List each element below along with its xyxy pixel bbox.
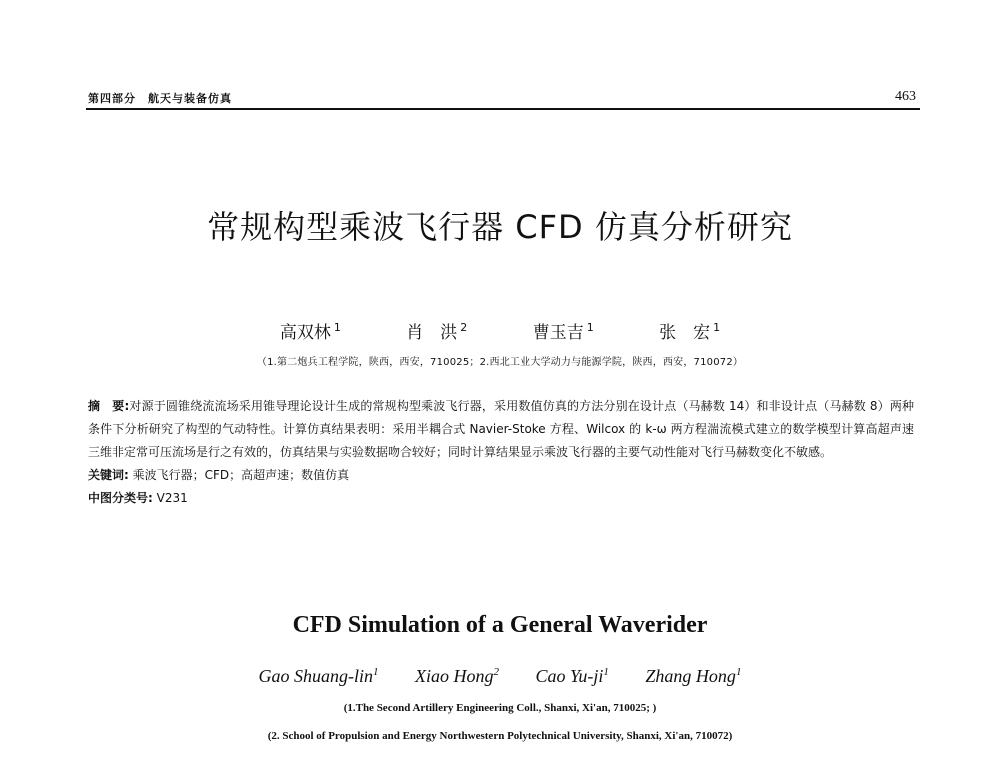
authors-en <box>0 666 1000 687</box>
author-cn <box>659 323 720 343</box>
author-cn-affil-mark: 1 <box>586 321 594 335</box>
paper-title-cn: 常规构型乘波飞行器 CFD 仿真分析研究 <box>207 208 793 246</box>
page-number: 463 <box>895 89 916 104</box>
author-cn <box>280 323 341 343</box>
classification-text: V231 <box>156 491 188 505</box>
author-cn-affil-mark: 1 <box>333 321 341 335</box>
keywords-text: 乘波飞行器；CFD；高超声速；数值仿真 <box>132 468 350 482</box>
author-cn-affil-mark: 2 <box>460 321 468 335</box>
abstract-text: 对源于圆锥绕流流场采用锥导理论设计生成的常规构型乘波飞行器，采用数值仿真的方法分别在设计点（马赫数 14）和非设计点（马赫数 8）两种条件下分析研究了构型的气动特性。计算仿真结果表明：采用半耦合式 Navier-Stoke 方程、Wilcox 的 k-ω 两方程湍流模式建立的数学模型计算高超声速三维非定常可压流场是行之有效的，仿真结果与实验数据吻合较好；同时计算结果显示乘波飞行器的主要气动性能对飞行马赫数变化不敏感。 <box>88 399 914 459</box>
abstract <box>88 395 914 464</box>
author-en <box>536 666 609 686</box>
author-en-affil-mark: 1 <box>735 666 742 678</box>
author-en-name: Xiao Hong <box>415 666 494 686</box>
authors-cn <box>0 318 1000 343</box>
abstract-label: 摘 要: <box>88 399 130 413</box>
author-cn-name: 高双林 <box>279 323 331 343</box>
header-rule <box>86 108 920 110</box>
author-en-affil-mark: 1 <box>603 666 609 678</box>
classification-label: 中图分类号: <box>88 491 153 505</box>
running-header: 第四部分 航天与装备仿真 <box>88 92 232 105</box>
affiliation-cn: （1.第二炮兵工程学院，陕西，西安，710025；2.西北工业大学动力与能源学院，陕西，西安，710072） <box>256 357 744 368</box>
author-cn <box>406 323 467 343</box>
keywords-label: 关键词: <box>88 468 129 482</box>
affiliation-en-2: (2. School of Propulsion and Energy Northwestern Polytechnical University, Shanxi, Xi'an, 710072) <box>267 730 733 742</box>
author-en-name: Cao Yu-ji <box>535 666 604 686</box>
abstract-block <box>88 395 914 510</box>
author-cn <box>533 323 594 343</box>
author-en <box>415 666 499 686</box>
author-en-name: Zhang Hong <box>645 666 736 686</box>
classification <box>88 487 914 510</box>
affiliation-en-1: (1.The Second Artillery Engineering Coll., Shanxi, Xi'an, 710025; ) <box>343 702 657 714</box>
paper-title-en: CFD Simulation of a General Waverider <box>292 612 708 638</box>
author-en <box>259 666 379 686</box>
author-cn-name: 曹玉吉 <box>532 323 584 343</box>
author-en-affil-mark: 2 <box>493 666 500 678</box>
author-en <box>645 666 741 686</box>
keywords <box>88 464 914 487</box>
author-en-affil-mark: 1 <box>373 666 379 678</box>
author-cn-name: 张 宏 <box>659 323 711 343</box>
author-en-name: Gao Shuang-lin <box>258 666 374 686</box>
author-cn-affil-mark: 1 <box>713 321 721 335</box>
author-cn-name: 肖 洪 <box>406 323 458 343</box>
